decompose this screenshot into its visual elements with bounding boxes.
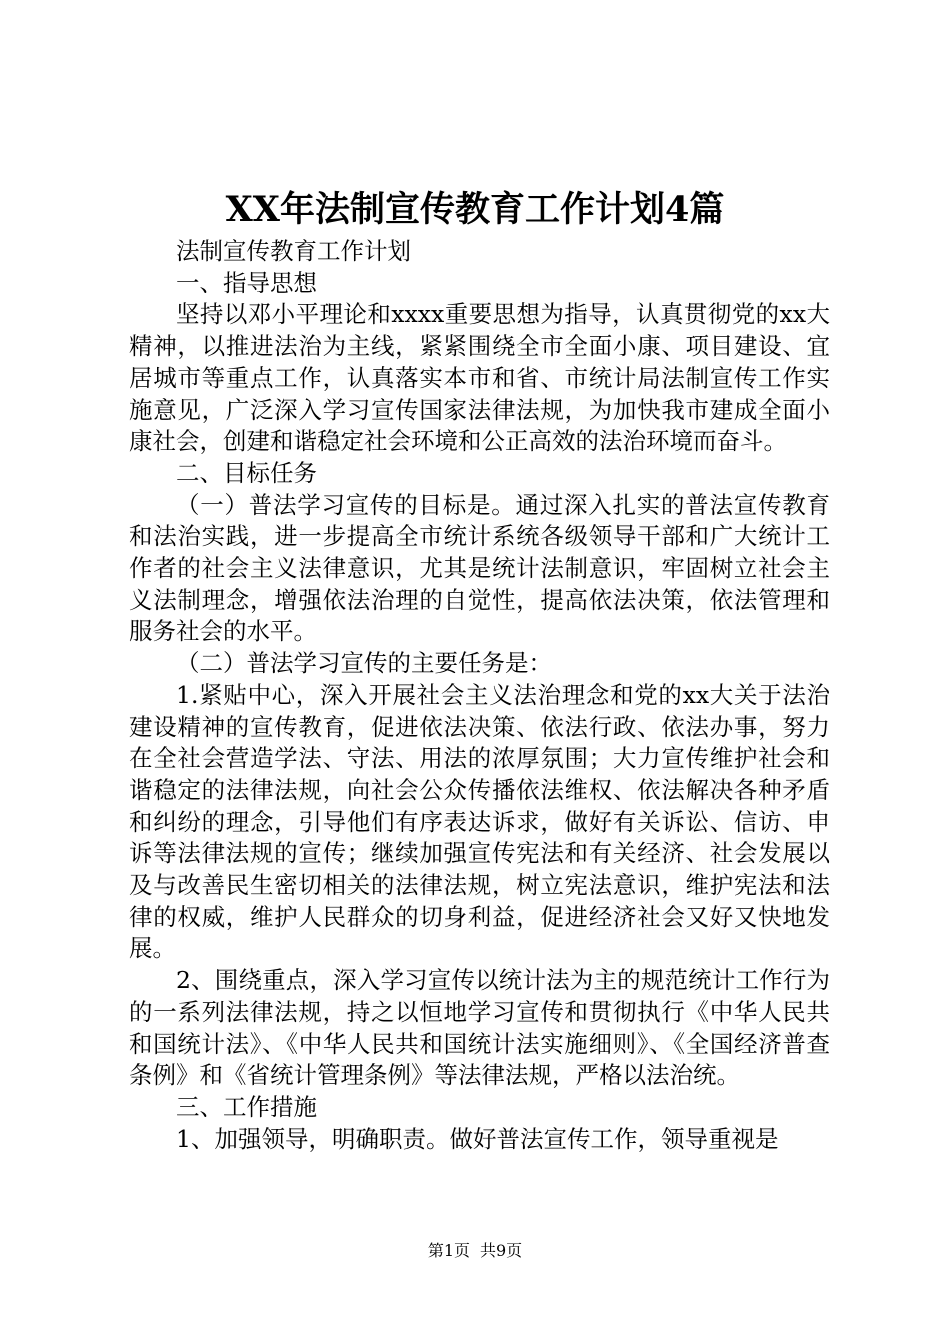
document-body (129, 236, 830, 1155)
body-paragraph: 1.紧贴中心，深入开展社会主义法治理念和党的xx大关于法治建设精神的宣传教育，促进依法决策、依法行政、依法办事，努力在全社会营造学法、守法、用法的浓厚氛围；大力宣传维护社会和谐稳定的法律法规，向社会公众传播依法维权、依法解决各种矛盾和纠纷的理念，引导他们有序表达诉求，做好有关诉讼、信访、申诉等法律法规的宣传；继续加强宣传宪法和有关经济、社会发展以及与改善民生密切相关的法律法规，树立宪法意识，维护宪法和法律的权威，维护人民群众的切身利益，促进经济社会又好又快地发展。 (129, 680, 830, 963)
body-paragraph: （二）普法学习宣传的主要任务是： (176, 649, 552, 678)
section-heading: 三、工作措施 (176, 1092, 317, 1121)
body-paragraph: 2、围绕重点，深入学习宣传以统计法为主的规范统计工作行为的一系列法律法规，持之以恒地学习宣传和贯彻执行《中华人民共和国统计法》、《中华人民共和国统计法实施细则》、《全国经济普查条例》和《省统计管理条例》等法律法规，严格以法治统。 (129, 966, 830, 1090)
section-heading: 二、目标任务 (176, 458, 317, 487)
page-count: 共9页 (480, 1241, 523, 1260)
body-paragraph: 1、加强领导，明确职责。做好普法宣传工作，领导重视是 (176, 1124, 779, 1153)
section-heading: 法制宣传教育工作计划 (176, 237, 411, 265)
page-footer (0, 1240, 950, 1262)
body-paragraph: 坚持以邓小平理论和xxxx重要思想为指导，认真贯彻党的xx大精神，以推进法治为主线，紧紧围绕全市全面小康、项目建设、宜居城市等重点工作，认真落实本市和省、市统计局法制宣传工作实施意见，广泛深入学习宣传国家法律法规，为加快我市建成全面小康社会，创建和谐稳定社会环境和公正高效的法治环境而奋斗。 (129, 300, 830, 456)
section-heading: 一、指导思想 (176, 268, 317, 297)
page-number: 第1页 (427, 1241, 470, 1260)
document-title: XX年法制宣传教育工作计划4篇 (225, 189, 725, 230)
body-paragraph: （一）普法学习宣传的目标是。通过深入扎实的普法宣传教育和法治实践，进一步提高全市统计系统各级领导干部和广大统计工作者的社会主义法律意识，尤其是统计法制意识，牢固树立社会主义法制理念，增强依法治理的自觉性，提高依法决策，依法管理和服务社会的水平。 (129, 490, 830, 646)
